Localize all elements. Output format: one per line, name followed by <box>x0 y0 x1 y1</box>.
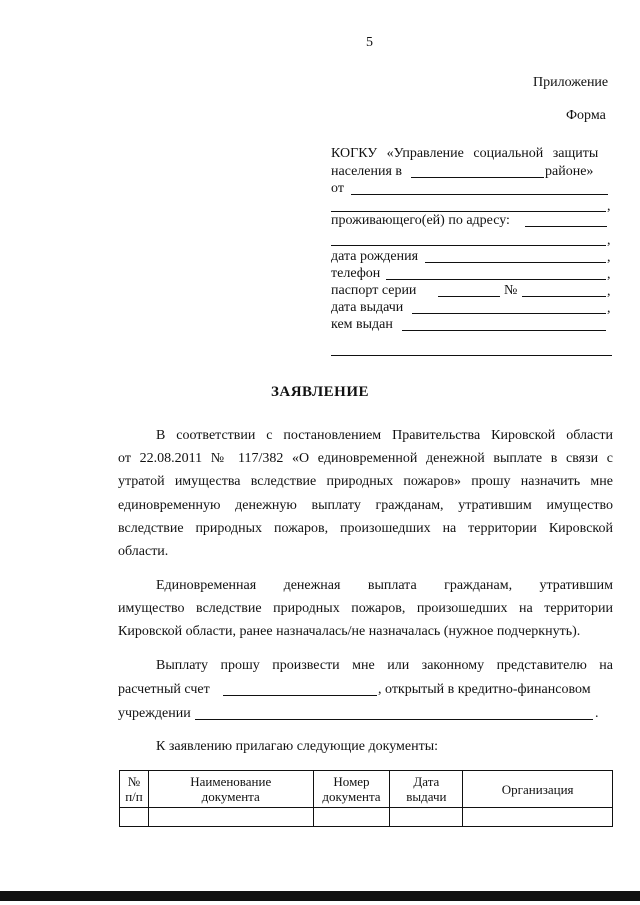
attachments-intro: К заявлению прилагаю следующие документы: <box>156 739 439 754</box>
comma: , <box>607 267 611 282</box>
birth-date-label: дата рождения <box>331 249 419 264</box>
phone-label: телефон <box>331 266 381 281</box>
col-header-number <box>120 771 149 808</box>
from-field-2[interactable] <box>331 211 606 212</box>
col-header-text: документа <box>201 789 260 804</box>
form-label: Форма <box>566 108 606 123</box>
addressee-line1 <box>331 146 614 162</box>
district-field[interactable] <box>411 177 544 178</box>
col-header-text: Наименование <box>190 774 272 789</box>
document-title: ЗАЯВЛЕНИЕ <box>270 384 370 400</box>
p2-line: Единовременная денежная выплата гражданам, утратившим <box>156 578 613 593</box>
col-header-text: № <box>127 774 141 789</box>
p1-line: В соответствии с постановлением Правительства Кировской области <box>156 428 613 443</box>
p1-line: от 22.08.2011 № 117/382 «О единовременной денежной выплате в связи с <box>118 451 613 467</box>
comma: , <box>607 250 611 265</box>
page-number: 5 <box>366 35 373 50</box>
col-header-doc-number <box>313 771 390 808</box>
table-cell[interactable] <box>313 808 390 827</box>
comma: , <box>607 301 611 316</box>
passport-series-field[interactable] <box>438 296 500 297</box>
issued-by-field[interactable] <box>402 330 606 331</box>
appendix-label: Приложение <box>533 75 609 90</box>
address-field[interactable] <box>525 226 607 227</box>
comma: , <box>607 233 611 248</box>
passport-number-label: № <box>504 283 518 298</box>
col-header-doc-name <box>148 771 313 808</box>
passport-number-field[interactable] <box>522 296 606 297</box>
p1-line: единовременную денежную выплату гражданам, утратившим имущество <box>118 497 613 513</box>
table-cell[interactable] <box>390 808 463 827</box>
institution-end: . <box>595 706 599 721</box>
p1-line: области. <box>118 544 169 560</box>
paragraph-1 <box>118 424 613 563</box>
col-header-text: п/п <box>125 789 143 804</box>
issued-by-label: кем выдан <box>331 317 393 332</box>
p2-line: Кировской области, ранее назначалась/не назначалась (нужное подчеркнуть). <box>118 624 581 640</box>
col-header-text: выдачи <box>406 789 447 804</box>
account-field[interactable] <box>223 695 377 696</box>
from-label: от <box>331 181 344 196</box>
residing-label: проживающего(ей) по адресу: <box>331 213 510 228</box>
p3-line: Выплату прошу произвести мне или законному представителю на <box>156 658 613 673</box>
institution-field[interactable] <box>195 719 593 720</box>
col-header-issue-date <box>390 771 463 808</box>
address-field-2[interactable] <box>331 245 606 246</box>
from-field[interactable] <box>351 194 608 195</box>
account-suffix: , открытый в кредитно-финансовом <box>378 682 591 697</box>
documents-table <box>119 770 613 827</box>
col-header-text: Номер <box>333 774 370 789</box>
issued-by-field-2[interactable] <box>331 355 612 356</box>
account-label: расчетный счет <box>118 682 210 697</box>
comma: , <box>607 284 611 299</box>
district-suffix: районе» <box>545 164 594 179</box>
addressee-org: КОГКУ «Управление социальной защиты <box>331 146 599 161</box>
p1-line: вследствие природных пожаров, произошедших на территории Кировской <box>118 520 613 536</box>
table-cell[interactable] <box>120 808 149 827</box>
comma: , <box>607 199 611 214</box>
scan-edge-bar <box>0 891 640 901</box>
table-cell[interactable] <box>463 808 613 827</box>
table-row <box>120 808 613 827</box>
paragraph-2 <box>118 574 613 644</box>
p2-line: имущество вследствие природных пожаров, произошедших на территории <box>118 601 613 617</box>
p1-line: утратой имущества вследствие природных пожаров» прошу назначить мне <box>118 474 613 490</box>
passport-series-label: паспорт серии <box>331 283 417 298</box>
col-header-text: Дата <box>413 774 440 789</box>
issue-date-field[interactable] <box>412 313 606 314</box>
paragraph-3 <box>118 654 613 677</box>
issue-date-label: дата выдачи <box>331 300 404 315</box>
birth-date-field[interactable] <box>425 262 606 263</box>
col-header-organization <box>463 771 613 808</box>
district-prefix: населения в <box>331 164 403 179</box>
col-header-text: Организация <box>501 781 574 797</box>
col-header-text: документа <box>322 789 381 804</box>
table-cell[interactable] <box>148 808 313 827</box>
phone-field[interactable] <box>386 279 606 280</box>
institution-label: учреждении <box>118 706 191 721</box>
table-header-row <box>120 771 613 808</box>
